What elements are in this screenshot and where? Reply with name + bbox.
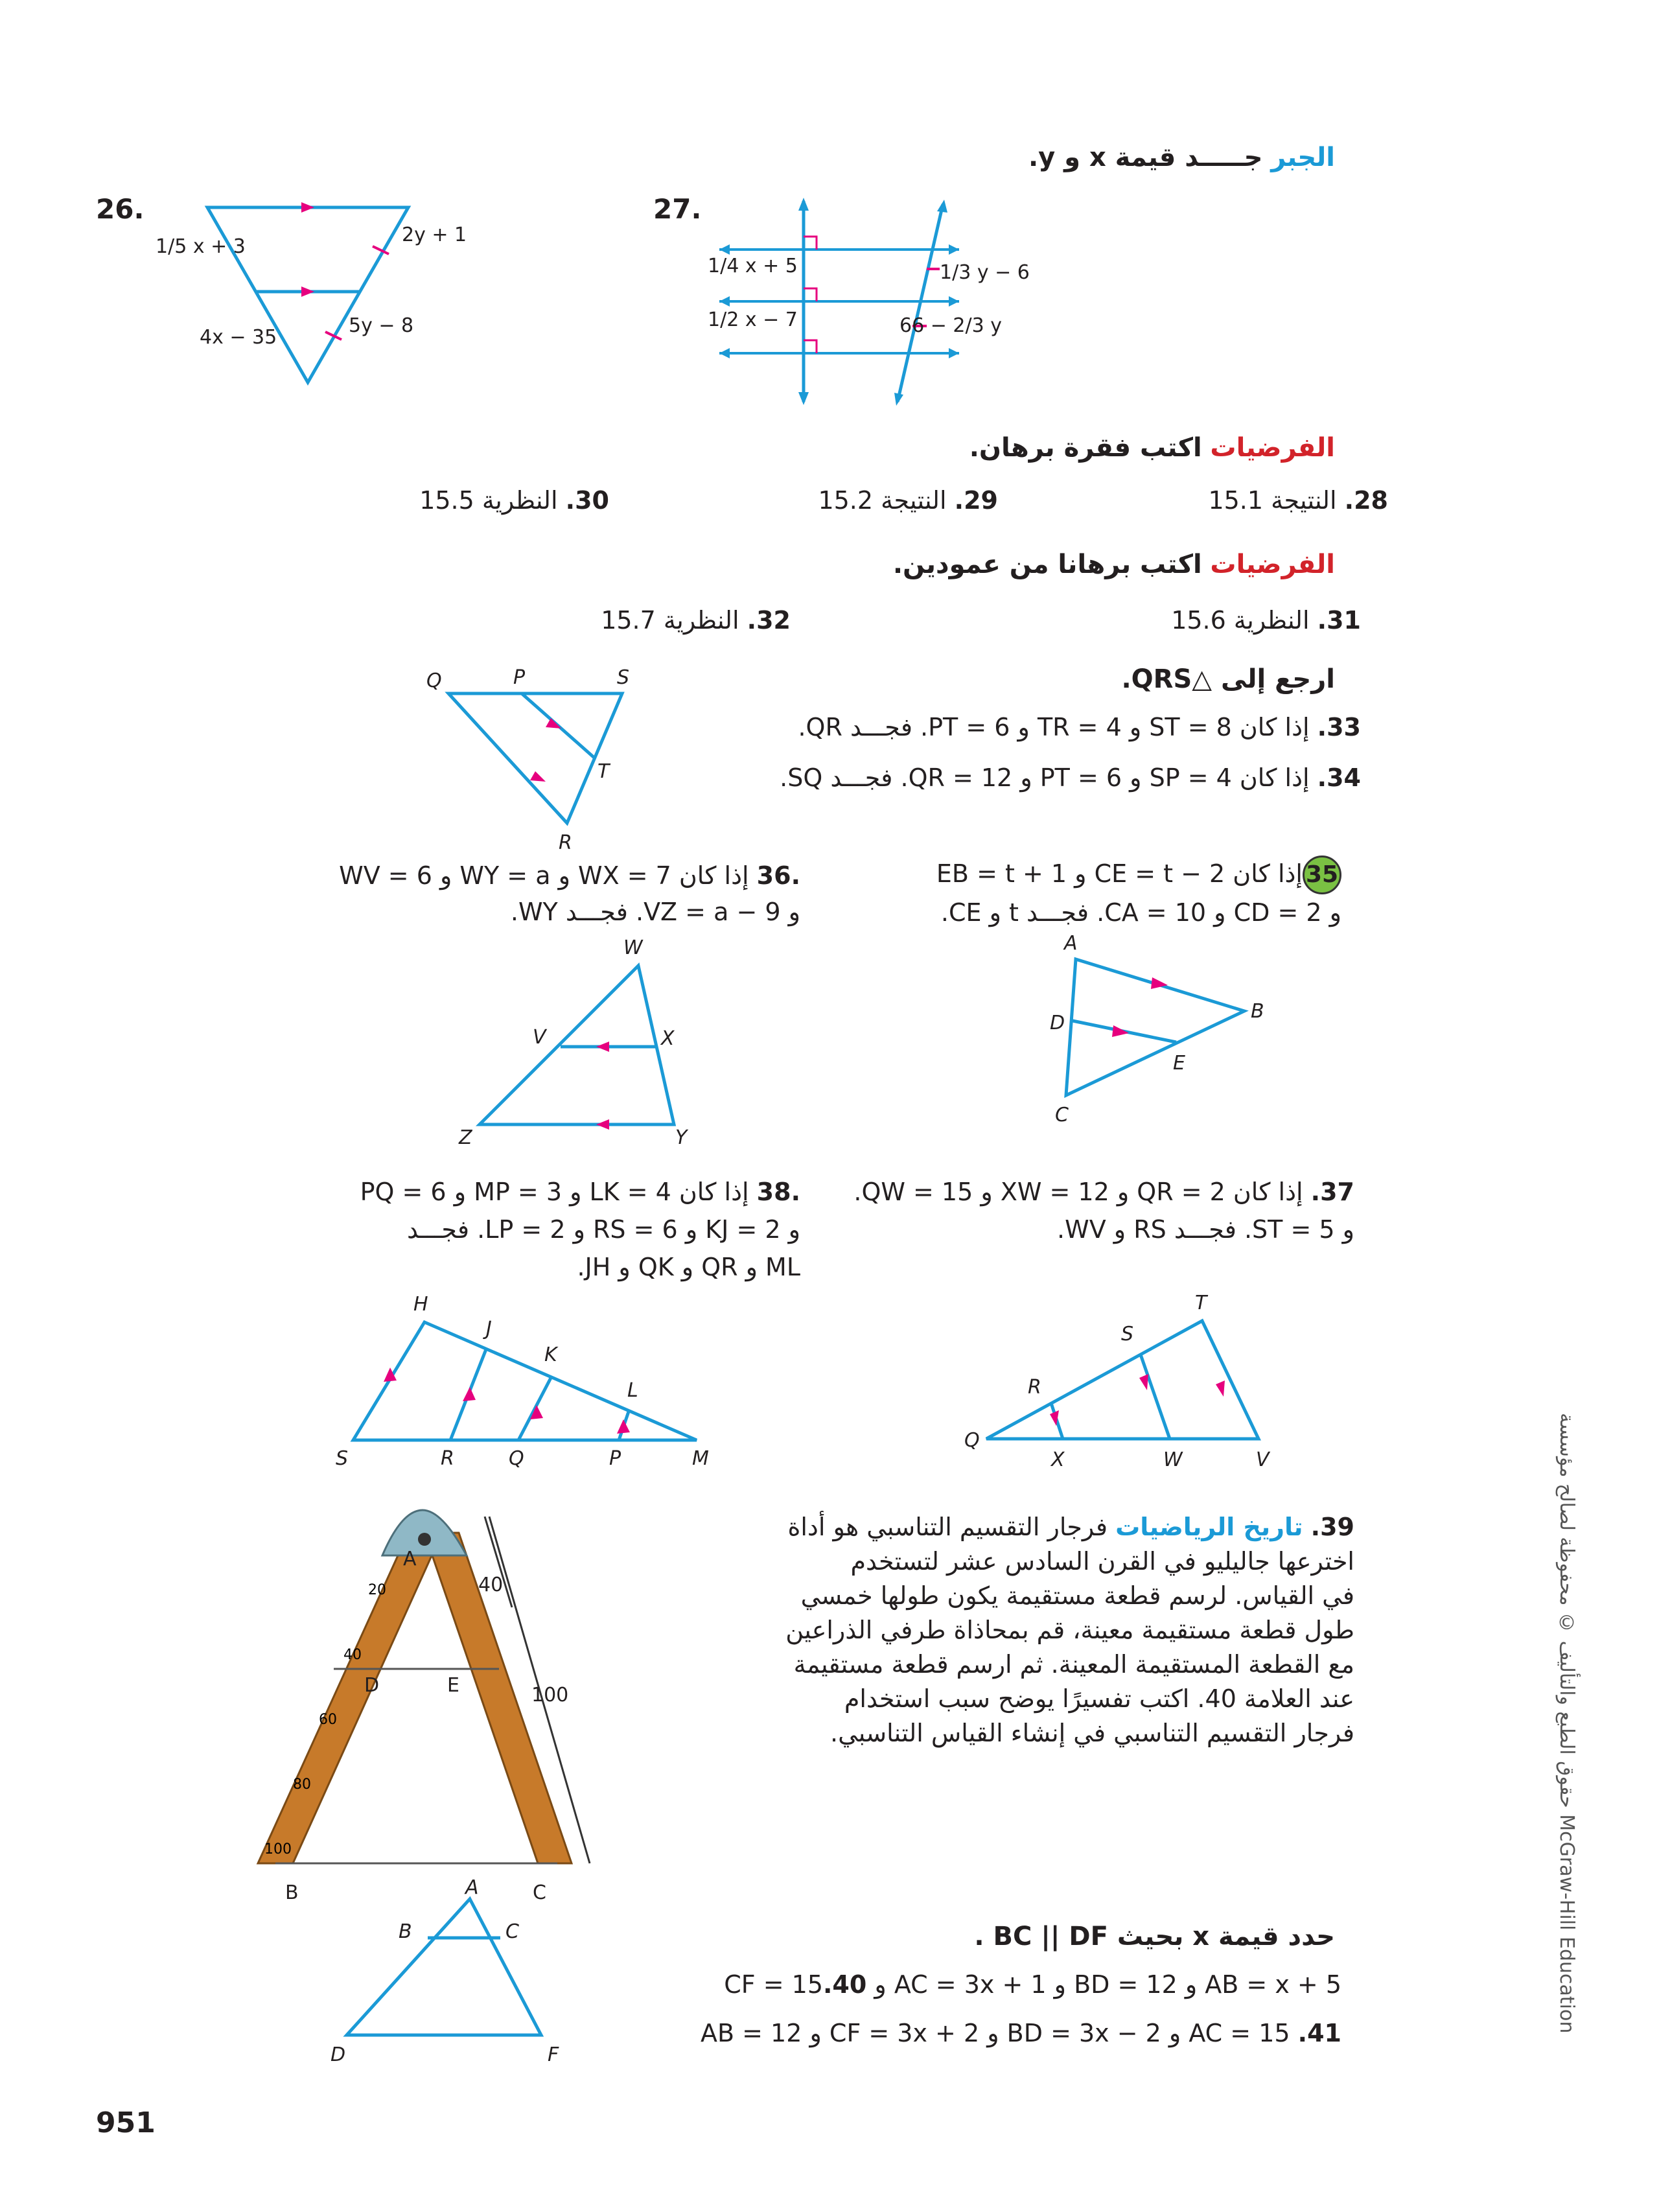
qrs-header: ارجع إلى △QRS. <box>1121 664 1335 694</box>
label-j: J <box>486 1318 492 1340</box>
label-f-bcdf: F <box>548 2043 559 2066</box>
scale-40: 40 <box>343 1647 362 1663</box>
label-26-left: 1/5 x + 3 <box>156 235 246 258</box>
label-e: E <box>1173 1052 1185 1075</box>
label-x: X <box>661 1027 675 1050</box>
label-q3: Q <box>509 1447 524 1470</box>
label-27-r1: 1/3 y − 6 <box>940 261 1030 284</box>
problem-35-line2: و CD = 2 و CA = 10. فجـــد t و CE. <box>940 898 1341 927</box>
label-p: P <box>513 666 526 689</box>
problem-39-text0: فرجار التقسيم التناسبي هو أداة <box>787 1513 1108 1541</box>
problem-30-number: 30. <box>565 486 609 515</box>
problem-31-number: 31. <box>1317 606 1361 634</box>
algebra-label: الجبر <box>1271 143 1335 172</box>
label-k: K <box>544 1344 557 1366</box>
problem-26-number: 26. <box>96 193 145 225</box>
problem-32 <box>601 606 791 634</box>
label-m3: M <box>692 1447 709 1470</box>
problem-37-line1 <box>853 1173 1354 1211</box>
label-26-lower-left: 4x − 35 <box>200 326 277 349</box>
figure-wxyz <box>454 933 713 1147</box>
label-d-compass: D <box>364 1674 380 1697</box>
scale-60: 60 <box>319 1712 337 1728</box>
find-x-header: حدد قيمة x بحيث BC || DF . <box>974 1922 1335 1951</box>
problem-37-number: 37. <box>1310 1178 1354 1206</box>
label-100: 100 <box>531 1684 569 1706</box>
scale-80: 80 <box>293 1776 311 1793</box>
problem-28-number: 28. <box>1344 486 1388 515</box>
label-26-lower-right: 5y − 8 <box>349 314 414 337</box>
figure-bcdf <box>318 1876 590 2067</box>
problem-28-text: النتيجة 15.1 <box>1208 486 1337 515</box>
problem-40 <box>724 1970 1341 1999</box>
problem-40-text: AB = x + 5 و BD = 12 و AC = 3x + 1 و CF = 15 <box>724 1970 1341 1999</box>
problem-39-line3: طول قطعة مستقيمة معينة، قم بمحاذاة طرفي الذراعين <box>785 1616 1354 1644</box>
label-e-compass: E <box>447 1674 459 1697</box>
label-z: Z <box>459 1126 472 1149</box>
proofs-text: اكتب فقرة برهان. <box>969 433 1202 463</box>
problem-35 <box>936 856 1341 931</box>
problem-31 <box>1171 606 1361 634</box>
problem-35-text1: إذا كان CE = t − 2 و EB = t + 1 <box>936 859 1303 888</box>
proofs-para-header <box>969 433 1335 463</box>
problem-37 <box>853 1173 1354 1248</box>
label-c-bcdf: C <box>505 1920 519 1943</box>
label-v: V <box>533 1026 546 1049</box>
problem-38-line2: و KJ = 2 و RS = 6 و LP = 2. فجـــد <box>407 1215 800 1244</box>
label-a-compass: A <box>403 1548 417 1570</box>
figure-tsv <box>946 1283 1309 1478</box>
problem-39-line6: فرجار التقسيم التناسبي في إنشاء القياس التناسبي. <box>830 1719 1354 1747</box>
label-h: H <box>413 1293 428 1316</box>
proofs-two-header <box>893 550 1335 579</box>
problem-30-text: النظرية 15.5 <box>419 486 558 515</box>
algebra-text: جـــــد قيمة x و y. <box>1028 143 1263 172</box>
problem-35-number: 35 <box>1303 856 1341 894</box>
problem-39-line1: اخترعها جاليليو في القرن السادس عشر لتستخدم <box>850 1547 1354 1576</box>
parallel-arrow <box>301 202 314 213</box>
figure-27 <box>700 188 1030 408</box>
label-a: A <box>1064 932 1078 955</box>
figure-qrs <box>415 661 648 856</box>
label-w2: W <box>1163 1449 1183 1471</box>
problem-39 <box>771 1510 1354 1751</box>
scale-100: 100 <box>264 1841 292 1857</box>
label-l: L <box>627 1379 638 1402</box>
problem-38 <box>360 1173 800 1286</box>
label-s3: S <box>336 1447 349 1470</box>
problem-36-number: .36 <box>756 861 800 890</box>
proofs-label: الفرضيات <box>1210 433 1335 463</box>
label-27-r2: 66 − 2/3 y <box>899 314 1002 337</box>
page-number: 951 <box>96 2106 156 2139</box>
label-s2: S <box>1121 1323 1134 1345</box>
label-r3: R <box>441 1447 454 1470</box>
problem-39-line5: عند العلامة 40. اكتب تفسيرًا يوضح سبب استخدام <box>844 1684 1354 1713</box>
problem-32-text: النظرية 15.7 <box>601 606 739 634</box>
problem-41-number: 41. <box>1297 2019 1341 2047</box>
problem-34 <box>780 763 1361 792</box>
label-a-bcdf: A <box>465 1876 479 1899</box>
label-r: R <box>559 832 572 854</box>
problem-33-text: إذا كان ST = 8 و TR = 4 و PT = 6. فجـــد QR. <box>798 713 1310 741</box>
problem-39-line0 <box>771 1510 1354 1544</box>
label-q2: Q <box>964 1429 980 1452</box>
problem-34-number: 34. <box>1317 763 1361 792</box>
problem-36 <box>339 857 800 930</box>
figure-abc <box>1030 933 1290 1128</box>
problem-39-line2: في القياس. لرسم قطعة مستقيمة يكون طولها خمسي <box>800 1581 1354 1610</box>
problem-30 <box>419 486 609 515</box>
label-t: T <box>597 760 610 783</box>
label-b-compass: B <box>285 1881 299 1904</box>
problem-33 <box>798 713 1361 741</box>
problem-39-line4: مع القطعة المستقيمة المعينة. ثم ارسم قطعة مستقيمة <box>793 1650 1354 1679</box>
compass-left-arm <box>258 1533 442 1863</box>
copyright-side-text: حقوق الطبع والتأليف © محفوظة لصالح مؤسسة McGraw-Hill Education <box>1555 1413 1578 2034</box>
problem-29 <box>818 486 998 515</box>
problem-38-line3: ML و QR و QK و JH. <box>577 1253 800 1281</box>
compass-pivot <box>418 1533 431 1546</box>
label-b-bcdf: B <box>399 1920 412 1943</box>
problem-39-number: 39. <box>1310 1513 1354 1541</box>
label-d: D <box>1050 1012 1065 1034</box>
problem-32-number: 32. <box>747 606 791 634</box>
problem-37-text1: إذا كان QR = 2 و XW = 12 و QW = 15. <box>853 1178 1303 1206</box>
label-c-compass: C <box>533 1881 546 1904</box>
label-c: C <box>1055 1104 1069 1126</box>
label-p3: P <box>609 1447 621 1470</box>
label-d-bcdf: D <box>331 2043 346 2066</box>
problem-29-text: النتيجة 15.2 <box>818 486 947 515</box>
figure-hjk <box>324 1290 739 1484</box>
problem-29-number: 29. <box>954 486 998 515</box>
problem-38-text1: إذا كان LK = 4 و MP = 3 و PQ = 6 <box>360 1178 749 1206</box>
problem-40-number: .40 <box>823 1970 867 1999</box>
scale-20: 20 <box>368 1582 386 1598</box>
problem-35-line1 <box>936 856 1341 894</box>
proofs-label-2: الفرضيات <box>1210 550 1335 579</box>
label-y: Y <box>675 1126 688 1149</box>
label-27-l1: 1/4 x + 5 <box>708 255 798 277</box>
problem-37-line2: و ST = 5. فجـــد RS و WV. <box>1057 1215 1354 1244</box>
problem-33-number: 33. <box>1317 713 1361 741</box>
label-w: W <box>623 937 643 959</box>
problem-41 <box>701 2019 1341 2047</box>
label-b: B <box>1251 1000 1264 1023</box>
label-27-l2: 1/2 x − 7 <box>708 309 798 331</box>
label-v2: V <box>1256 1449 1270 1471</box>
label-x2: X <box>1051 1449 1065 1471</box>
label-40: 40 <box>478 1574 504 1596</box>
problem-31-text: النظرية 15.6 <box>1171 606 1310 634</box>
problem-41-text: AC = 15 و BD = 3x − 2 و CF = 3x + 2 و AB = 12 <box>700 2019 1290 2047</box>
problem-34-text: إذا كان SP = 4 و PT = 6 و QR = 12. فجـــد SQ. <box>780 763 1310 792</box>
proofs-text-2: اكتب برهانا من عمودين. <box>892 550 1202 579</box>
label-26-right: 2y + 1 <box>402 224 467 246</box>
problem-27-number: 27. <box>653 193 702 225</box>
problem-36-line2: و VZ = a − 9. فجـــد WY. <box>510 898 800 926</box>
problem-38-line1 <box>360 1173 800 1211</box>
label-r2: R <box>1028 1376 1041 1399</box>
problem-36-text1: إذا كان WX = 7 و WY = a و WV = 6 <box>339 861 749 890</box>
label-q: Q <box>426 669 442 692</box>
figure-26 <box>143 188 467 402</box>
label-s: S <box>617 666 630 689</box>
problem-38-number: .38 <box>756 1178 800 1206</box>
problem-36-line1 <box>339 857 800 894</box>
algebra-header <box>1028 143 1335 172</box>
parallel-arrow <box>301 286 314 297</box>
problem-39-label: تاريخ الرياضيات <box>1115 1513 1303 1541</box>
problem-28 <box>1208 486 1388 515</box>
figure-compass <box>253 1497 642 1912</box>
label-t2: T <box>1195 1292 1207 1314</box>
